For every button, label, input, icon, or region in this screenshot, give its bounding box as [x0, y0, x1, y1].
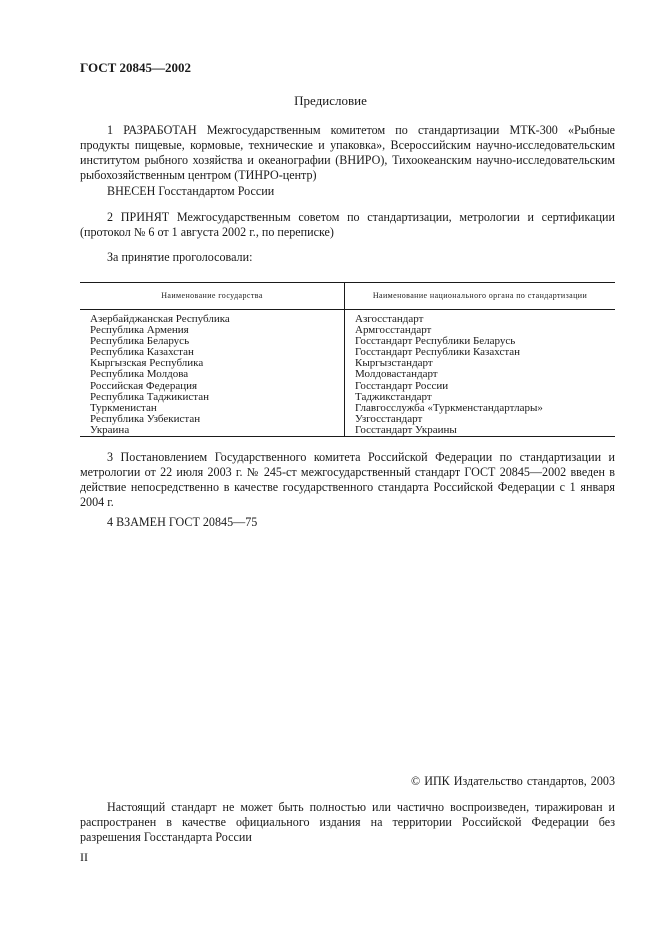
state-name: Республика Молдова	[90, 368, 189, 381]
table-row	[80, 414, 615, 425]
state-name: Республика Армения	[90, 324, 189, 337]
state-name: Украина	[80, 425, 345, 437]
paragraph-adopted: 2 ПРИНЯТ Межгосударственным советом по стандартизации, метрологии и сертификации (протокол № 6 от 1 августа 2002 г., по переписке)	[80, 210, 615, 239]
national-body-name: Узгосстандарт	[345, 414, 616, 425]
national-body-name: Армгосстандарт	[345, 325, 616, 336]
paragraph-voted: За принятие проголосовали:	[107, 250, 253, 264]
state-name: Республика Беларусь	[90, 335, 190, 348]
page-number: II	[80, 850, 88, 864]
national-body-name: Азгосстандарт	[345, 310, 616, 326]
table-row	[80, 310, 615, 326]
state-name: Туркменистан	[90, 401, 157, 414]
table-row	[80, 425, 615, 437]
national-body-name: Таджикстандарт	[345, 392, 616, 403]
state-name: Азербайджанская Республика	[90, 313, 230, 325]
national-body-name: Главгосслужба «Туркменстандартлары»	[345, 403, 616, 414]
national-body-name: Госстандарт Республики Беларусь	[345, 336, 616, 347]
voting-states-table	[80, 282, 615, 437]
national-body-name: Молдовастандарт	[345, 369, 616, 380]
preface-title: Предисловие	[294, 93, 367, 108]
state-name: Российская Федерация	[90, 379, 198, 392]
national-body-name: Госстандарт Республики Казахстан	[345, 347, 616, 358]
state-name: Республика Узбекистан	[90, 412, 201, 425]
national-body-name: Кыргызстандарт	[345, 358, 616, 369]
state-name: Республика Таджикистан	[90, 390, 209, 403]
column-header-state: Наименование государства	[80, 283, 345, 310]
copyright-notice: © ИПК Издательство стандартов, 2003	[411, 774, 615, 788]
standard-code-header: ГОСТ 20845—2002	[80, 60, 192, 75]
state-name: Кыргызская Республика	[90, 357, 204, 370]
paragraph-replaces: 4 ВЗАМЕН ГОСТ 20845—75	[107, 515, 258, 529]
reproduction-notice: Настоящий стандарт не может быть полностью или частично воспроизведен, тиражирован и распространен в качестве официального издания на территории Российской Федерации без разрешения Госстандарта России	[80, 800, 615, 844]
national-body-name: Госстандарт Украины	[345, 425, 616, 437]
column-header-national-body: Наименование национального органа по стандартизации	[345, 283, 616, 310]
table-header-row	[80, 283, 615, 310]
paragraph-introduced: ВНЕСЕН Госстандартом России	[107, 184, 275, 198]
table-row	[80, 369, 615, 380]
national-body-name: Госстандарт России	[345, 381, 616, 392]
state-name: Республика Казахстан	[90, 346, 194, 359]
paragraph-developed: 1 РАЗРАБОТАН Межгосударственным комитетом по стандартизации МТК-300 «Рыбные продукты пищевые, кормовые, технические и упаковка», Всероссийским научно-исследовательским институтом рыбного хозяйства и океанографии (ВНИРО), Тихоокеанским научно-исследовательским рыбохозяйственным центром (ТИНРО-центр)	[80, 123, 615, 182]
table-row	[80, 381, 615, 392]
paragraph-enacted: 3 Постановлением Государственного комитета Российской Федерации по стандартизации и метрологии от 22 июля 2003 г. № 245-ст межгосударственный стандарт ГОСТ 20845—2002 введен в действие непосредственно в качестве государственного стандарта Российской Федерации с 1 января 2004 г.	[80, 450, 615, 509]
